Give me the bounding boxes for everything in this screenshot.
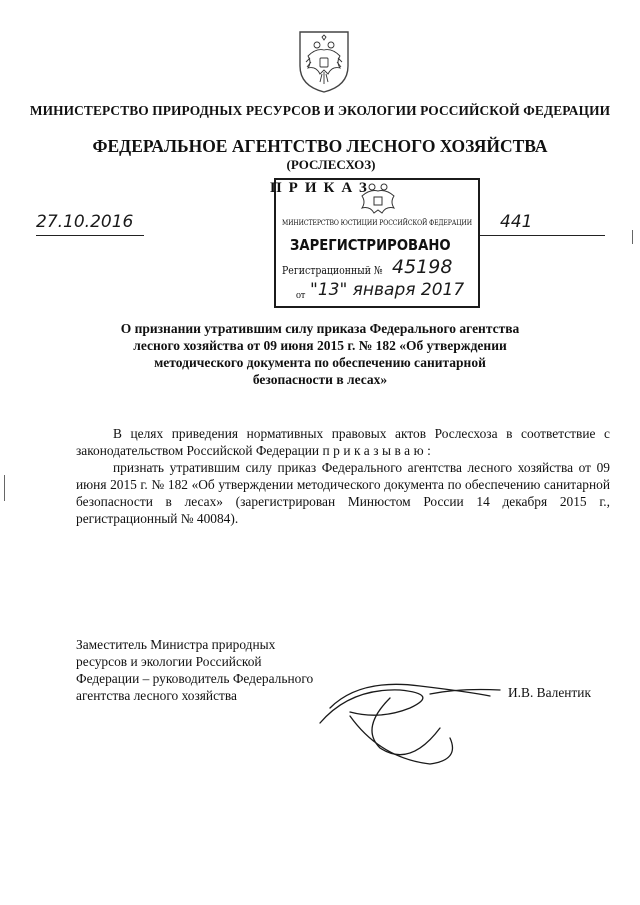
stamp-registration-number: 45198 <box>392 256 453 278</box>
ministry-name: МИНИСТЕРСТВО ПРИРОДНЫХ РЕСУРСОВ И ЭКОЛОГИИ РОССИЙСКОЙ ФЕДЕРАЦИИ <box>29 103 611 118</box>
signatory-name: И.В. Валентик <box>508 685 591 700</box>
document-type: ПРИКАЗ <box>270 180 374 196</box>
body-paragraph-1 <box>76 425 610 459</box>
stamp-registration-date: "13" января 2017 <box>310 280 465 300</box>
scan-mark <box>4 475 5 501</box>
position-line-1: Заместитель Министра природных <box>76 637 276 652</box>
document-number: 441 <box>500 212 533 232</box>
handwritten-signature <box>290 668 510 778</box>
document-title: О признании утратившим силу приказа Федерального агентства лесного хозяйства от 09 июня 2015 г. № 182 «Об утверждении методического документа по обеспечению санитарной безопасности в лесах» <box>120 321 520 387</box>
body-paragraph-2: признать утратившим силу приказ Федерального агентства лесного хозяйства от 09 июня 2015 г. № 182 «Об утверждении методического документа по обеспечению санитарной безопасности в лесах» (зарегистрирован Минюстом России 14 декабря 2015 г., регистрационный № 40084). <box>76 460 610 526</box>
position-line-4: агентства лесного хозяйства <box>76 688 237 703</box>
agency-name: ФЕДЕРАЛЬНОЕ АГЕНТСТВО ЛЕСНОГО ХОЗЯЙСТВА <box>92 136 548 156</box>
number-underline <box>480 235 605 236</box>
body-paragraph-1-text: В целях приведения нормативных правовых актов Рослесхоза в соответствие с законодательством Российской Федерации <box>76 426 610 458</box>
scan-mark <box>632 230 633 244</box>
stamp-registration-label: Регистрационный № <box>282 264 383 277</box>
stamp-ministry: МИНИСТЕРСТВО ЮСТИЦИИ РОССИЙСКОЙ ФЕДЕРАЦИИ <box>282 218 473 227</box>
document-body <box>76 425 610 527</box>
date-underline <box>36 235 144 236</box>
stamp-status: ЗАРЕГИСТРИРОВАНО <box>290 236 451 254</box>
stamp-eagle-icon <box>356 178 400 220</box>
document-date: 27.10.2016 <box>36 212 134 232</box>
stamp-from-label: от <box>296 290 306 301</box>
position-line-3: Федерации – руководитель Федерального <box>76 671 314 686</box>
order-word: приказываю: <box>322 443 435 458</box>
position-line-2: ресурсов и экологии Российской <box>76 654 262 669</box>
agency-abbreviation: (РОСЛЕСХОЗ) <box>286 157 376 172</box>
russian-coat-of-arms-icon <box>296 28 352 94</box>
